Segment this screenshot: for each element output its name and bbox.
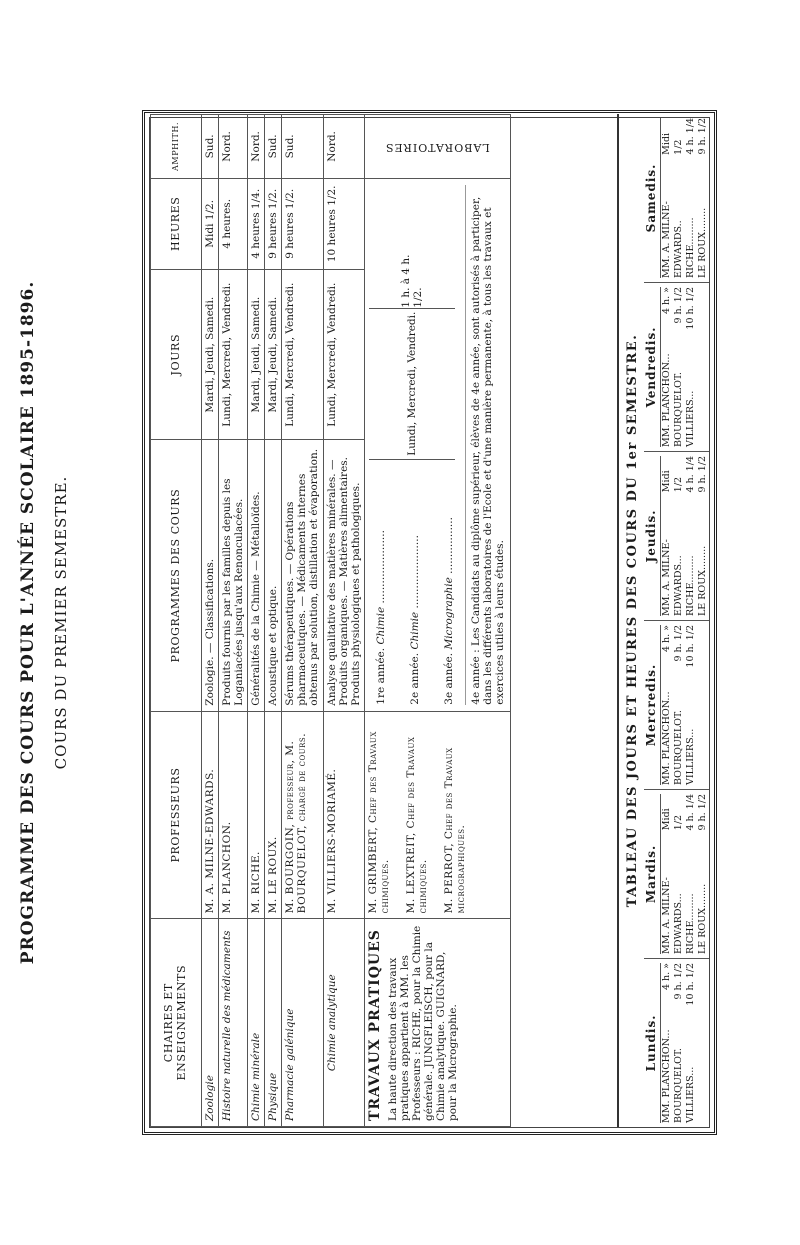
cell-programme: Analyse qualitative des matières minérales. — Produits organiques. — Matières alimentaires. Produits physiologiques et pathologiques. bbox=[323, 440, 364, 711]
tp-lieu-cell bbox=[364, 115, 510, 179]
table-row bbox=[265, 115, 282, 1127]
tp-year-subject: Chimie bbox=[408, 611, 421, 650]
entry-time: 9 h. 1/2 bbox=[672, 287, 684, 324]
entry-time: 4 h. 1/4 bbox=[684, 794, 696, 831]
entry-name: LE ROUX........ bbox=[696, 883, 708, 954]
entry-name: BOURQUELOT. bbox=[672, 710, 684, 785]
cell-chaire: Chimie minérale bbox=[248, 919, 265, 1127]
entry-name: BOURQUELOT. bbox=[672, 1048, 684, 1123]
schedule-entry bbox=[673, 287, 685, 447]
day-column bbox=[644, 958, 709, 1127]
cell-heures: 4 heures. bbox=[219, 178, 248, 269]
cell-chaire: Chimie analytique bbox=[323, 919, 364, 1127]
cell-jours: Lundi, Mercredi, Vendredi. bbox=[219, 269, 248, 440]
table-row bbox=[219, 115, 248, 1127]
tp-prof: M. GRIMBERT, Chef des Travaux chimiques. bbox=[366, 731, 391, 914]
day-column bbox=[644, 789, 709, 958]
entry-name: VILLIERS... bbox=[684, 728, 696, 785]
tp-prof: M. LEXTREIT, Chef des Travaux chimiques. bbox=[404, 736, 429, 914]
entry-name: LE ROUX........ bbox=[696, 207, 708, 278]
tp-direction-cell bbox=[364, 919, 510, 1127]
entry-time: 10 h. 1/2 bbox=[684, 625, 696, 668]
frame-inner bbox=[149, 117, 710, 1128]
schedule-entry bbox=[661, 963, 673, 1123]
cell-prof: M. LE ROUX. bbox=[265, 711, 282, 919]
cell-prof: M. A. MILNE-EDWARDS. bbox=[202, 711, 219, 919]
cell-programme: Généralités de la Chimie — Métalloïdes. bbox=[248, 440, 265, 711]
header-amphith: AMPHITH. bbox=[151, 115, 202, 179]
entry-name: BOURQUELOT. bbox=[672, 372, 684, 447]
schedule-entry bbox=[661, 625, 673, 785]
day-name: Jeudis. bbox=[644, 456, 661, 616]
schedule-entry bbox=[661, 287, 673, 447]
cell-programme: Acoustique et optique. bbox=[265, 440, 282, 711]
travaux-pratiques-row bbox=[364, 115, 510, 1127]
header-jours: JOURS bbox=[151, 269, 202, 440]
cell-heures: 9 heures 1/2. bbox=[282, 178, 323, 269]
entry-time: 4 h. 1/4 bbox=[684, 456, 696, 493]
tp-year: 3e année. Micrographie ................. bbox=[442, 517, 455, 705]
cell-amphi: Sud. bbox=[282, 115, 323, 179]
table-row bbox=[248, 115, 265, 1127]
cell-amphi: Nord. bbox=[219, 115, 248, 179]
cell-jours: Mardi, Jeudi, Samedi. bbox=[202, 269, 219, 440]
entry-name: RICHE......... bbox=[684, 217, 696, 278]
schedule-entry bbox=[697, 118, 709, 278]
tp-profs-cell bbox=[364, 711, 510, 919]
schedule-entry bbox=[685, 625, 697, 785]
tp-heading: TRAVAUX PRATIQUES bbox=[366, 929, 383, 1121]
course-table bbox=[150, 114, 511, 1127]
schedule-entry bbox=[697, 456, 709, 616]
table-row bbox=[282, 115, 323, 1127]
cell-programme: Zoologie. — Classifications. bbox=[202, 440, 219, 711]
cell-heures: 9 heures 1/2. bbox=[265, 178, 282, 269]
header-programmes: PROGRAMMES DES COURS bbox=[151, 440, 202, 711]
cell-chaire: Histoire naturelle des médicaments bbox=[219, 919, 248, 1127]
day-column bbox=[644, 114, 709, 282]
cell-prof: M. BOURGOIN, professeur, M. BOURQUELOT, chargé de cours. bbox=[282, 711, 323, 919]
tp-quatrieme: 4e année : Les Candidats au diplôme supérieur, élèves de 4e année, sont autorisés à participer, dans les différents laboratoires de l'Ecole et d'une manière permanente, à tous les travaux et exercices utiles à leurs études. bbox=[465, 185, 506, 705]
entry-name: VILLIERS... bbox=[684, 390, 696, 447]
entry-time: 9 h. 1/2 bbox=[696, 794, 708, 831]
header-chaires: CHAIRES ET ENSEIGNEMENTS bbox=[151, 919, 202, 1127]
entry-name: MM. PLANCHON... bbox=[661, 353, 672, 447]
entry-time: 9 h. 1/2 bbox=[672, 625, 684, 662]
tp-jours: Lundi, Mercredi, Vendredi. bbox=[369, 309, 455, 460]
entry-time: 10 h. 1/2 bbox=[684, 963, 696, 1006]
page-title: PROGRAMME DES COURS POUR L'ANNÉE SCOLAIRE 1895-1896. bbox=[18, 280, 38, 965]
cell-amphi: Sud. bbox=[265, 115, 282, 179]
entry-name: MM. A. MILNE-EDWARDS.. bbox=[661, 201, 684, 278]
day-name: Mardis. bbox=[644, 794, 661, 954]
entry-name: LE ROUX........ bbox=[696, 545, 708, 616]
schedule-entry bbox=[661, 456, 685, 616]
schedule-entry bbox=[673, 625, 685, 785]
entry-time: 10 h. 1/2 bbox=[684, 287, 696, 330]
table-row bbox=[202, 115, 219, 1127]
tp-year-label: 2e année. bbox=[408, 652, 421, 705]
table-header-row bbox=[151, 115, 202, 1127]
cell-prof: M. VILLIERS-MORIAMÉ. bbox=[323, 711, 364, 919]
day-column bbox=[644, 620, 709, 789]
tp-year-subject: Micrographie bbox=[442, 577, 455, 650]
entry-time: 9 h. 1/2 bbox=[672, 963, 684, 1000]
entry-time: 4 h. » bbox=[661, 287, 672, 315]
header-heures: HEURES bbox=[151, 178, 202, 269]
entry-name: RICHE......... bbox=[684, 555, 696, 616]
cell-heures: 4 heures 1/4. bbox=[248, 178, 265, 269]
tp-year-subject: Chimie bbox=[374, 606, 387, 645]
day-name: Samedis. bbox=[644, 118, 661, 278]
tp-years-block bbox=[369, 185, 455, 705]
entry-name: MM. PLANCHON... bbox=[661, 1029, 672, 1123]
day-name: Vendredis. bbox=[644, 287, 661, 447]
schedule-entry bbox=[661, 118, 685, 278]
schedule-entry bbox=[661, 794, 685, 954]
cell-prof: M. RICHE. bbox=[248, 711, 265, 919]
day-name: Mercredis. bbox=[644, 625, 661, 785]
entry-time: 4 h. » bbox=[661, 963, 672, 991]
schedule-entry bbox=[685, 963, 697, 1123]
entry-time: Midi 1/2 bbox=[661, 808, 684, 831]
entry-name: MM. A. MILNE-EDWARDS... bbox=[661, 877, 684, 954]
tp-years-list bbox=[369, 460, 455, 705]
entry-time: 9 h. 1/2 bbox=[696, 118, 708, 155]
tp-year: 1re année. Chimie ...................... bbox=[374, 530, 387, 705]
cell-programme: Sérums thérapeutiques. — Opérations pharmaceutiques. — Médicaments internes obtenus par solution, distillation et évaporation. bbox=[282, 440, 323, 711]
cell-jours: Mardi, Jeudi, Samedi. bbox=[265, 269, 282, 440]
cell-jours: Mardi, Jeudi, Samedi. bbox=[248, 269, 265, 440]
schedule-entry bbox=[685, 118, 697, 278]
entry-name: VILLIERS... bbox=[684, 1066, 696, 1123]
schedule-title: TABLEAU DES JOURS ET HEURES DES COURS DU 1er SEMESTRE. bbox=[625, 333, 640, 908]
cell-amphi: Nord. bbox=[323, 115, 364, 179]
cell-chaire: Physique bbox=[265, 919, 282, 1127]
cell-amphi: Nord. bbox=[248, 115, 265, 179]
entry-name: MM. PLANCHON... bbox=[661, 691, 672, 785]
tp-prof: M. PERROT, Chef des Travaux micrographiques. bbox=[442, 747, 467, 914]
tp-lieu: LABORATOIRES bbox=[385, 140, 490, 154]
tp-programme-cell bbox=[364, 178, 510, 711]
header-professeurs: PROFESSEURS bbox=[151, 711, 202, 919]
cell-prof: M. PLANCHON. bbox=[219, 711, 248, 919]
day-column bbox=[644, 451, 709, 620]
cell-heures: 10 heures 1/2. bbox=[323, 178, 364, 269]
cell-chaire: Pharmacie galénique bbox=[282, 919, 323, 1127]
entry-name: MM. A. MILNE-EDWARDS... bbox=[661, 539, 684, 616]
cell-heures: Midi 1/2. bbox=[202, 178, 219, 269]
cell-amphi: Sud. bbox=[202, 115, 219, 179]
tp-year: 2e année. Chimie ...................... bbox=[408, 535, 421, 705]
cell-jours: Lundi, Mercredi, Vendredi. bbox=[323, 269, 364, 440]
entry-time: Midi 1/2 bbox=[661, 132, 684, 155]
entry-time: 4 h. 1/4 bbox=[684, 118, 696, 155]
tp-text: La haute direction des travaux pratiques appartient à MM. les Professeurs : RICHE, pour la Chimie générale. JUNGFLEISCH, pour la Chimie analytique. GUIGNARD, pour la Micrographie. bbox=[386, 925, 460, 1121]
tp-year-label: 1re année. bbox=[374, 647, 387, 705]
schedule-entry bbox=[673, 963, 685, 1123]
schedule-section bbox=[617, 114, 715, 1127]
entry-name: RICHE......... bbox=[684, 893, 696, 954]
cell-jours: Lundi, Mercredi, Vendredi. bbox=[282, 269, 323, 440]
schedule-days bbox=[644, 114, 709, 1127]
entry-time: Midi 1/2 bbox=[661, 470, 684, 493]
cell-chaire: Zoologie bbox=[202, 919, 219, 1127]
entry-time: 4 h. » bbox=[661, 625, 672, 653]
schedule-entry bbox=[697, 794, 709, 954]
schedule-entry bbox=[685, 287, 697, 447]
table-row bbox=[323, 115, 364, 1127]
tp-heures: 1 h. à 4 h. 1/2. bbox=[369, 233, 455, 309]
schedule-entry bbox=[685, 456, 697, 616]
tp-year-label: 3e année. bbox=[442, 652, 455, 705]
entry-time: 9 h. 1/2 bbox=[696, 456, 708, 493]
schedule-entry bbox=[685, 794, 697, 954]
page-subtitle: COURS DU PREMIER SEMESTRE. bbox=[52, 475, 70, 770]
cell-programme: Produits fournis par les familles depuis les Loganiacées jusqu'aux Renonculacées. bbox=[219, 440, 248, 711]
course-frame bbox=[142, 110, 717, 1135]
day-column bbox=[644, 282, 709, 451]
day-name: Lundis. bbox=[644, 963, 661, 1123]
